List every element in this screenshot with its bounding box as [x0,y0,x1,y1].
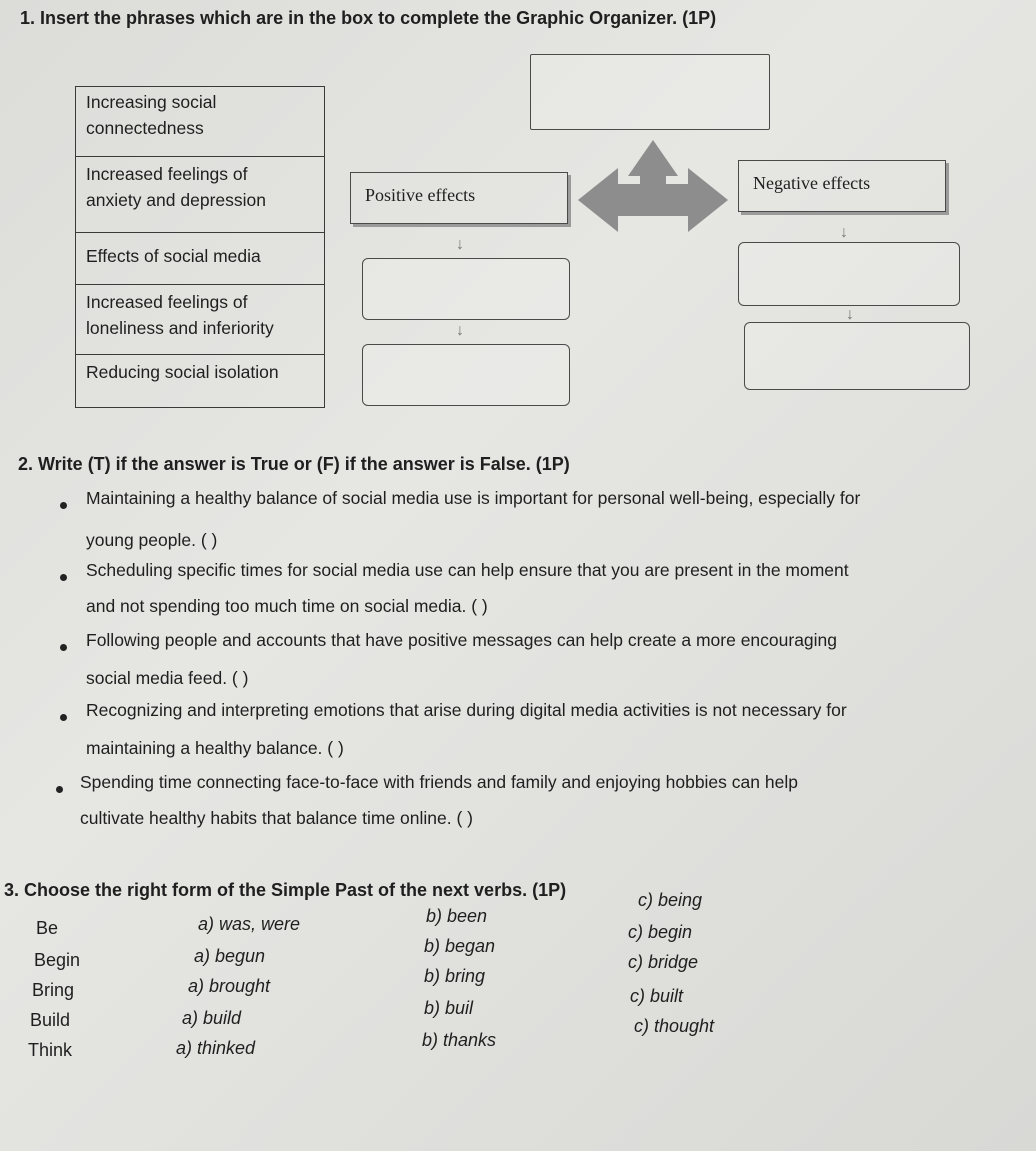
negative-effects-label: Negative effects [753,173,871,193]
phrase-4-line-1: Increased feelings of [86,292,248,312]
q2-item-4-line-2: maintaining a healthy balance. ( ) [86,738,344,758]
down-arrow-icon: ↓ [846,306,854,323]
phrase-5 [76,355,324,407]
phrase-2 [76,157,324,233]
option-b-begin[interactable]: b) began [424,936,496,956]
option-c-begin[interactable]: c) begin [628,922,693,942]
q2-item-5-line-2: cultivate healthy habits that balance time online. ( ) [80,808,473,828]
option-a-be[interactable]: a) was, were [198,914,301,934]
verb-bring: Bring [32,980,75,1000]
phrase-3 [76,233,324,285]
option-b-be[interactable]: b) been [426,906,488,926]
option-c-think[interactable]: c) thought [634,1016,715,1036]
down-arrow-icon: ↓ [840,224,848,241]
q2-title: 2. Write (T) if the answer is True or (F) if the answer is False. (1P) [18,454,570,474]
option-c-be[interactable]: c) being [638,890,703,910]
bullet [56,786,63,793]
q2-item-1-line-2: young people. ( ) [86,530,218,550]
q1-title: 1. Insert the phrases which are in the box to complete the Graphic Organizer. (1P) [20,8,717,28]
phrase-4 [76,285,324,355]
bullet [60,644,67,651]
option-a-build[interactable]: a) build [182,1008,242,1028]
phrase-2-line-1: Increased feelings of [86,164,248,184]
positive-effects-label: Positive effects [365,185,476,205]
positive-blank-1[interactable] [362,258,570,320]
bullet [60,714,67,721]
negative-blank-1[interactable] [738,242,960,306]
q2-item-1-line-1: Maintaining a healthy balance of social media use is important for personal well-being, especially for [86,488,861,508]
negative-blank-2[interactable] [744,322,970,390]
bullet [60,502,67,509]
option-b-think[interactable]: b) thanks [422,1030,497,1050]
phrase-1-line-1: Increasing social [86,92,217,112]
positive-blank-2[interactable] [362,344,570,406]
option-c-build[interactable]: c) built [630,986,684,1006]
phrase-5-line-1: Reducing social isolation [86,362,279,382]
option-b-bring[interactable]: b) bring [424,966,486,986]
verb-build: Build [30,1010,71,1030]
bullet [60,574,67,581]
phrase-1 [76,87,324,157]
q2-item-5-line-1: Spending time connecting face-to-face with friends and family and enjoying hobbies can help [80,772,798,792]
q2-item-3-line-1: Following people and accounts that have positive messages can help create a more encouraging [86,630,838,650]
phrase-box [75,86,325,408]
q3-title: 3. Choose the right form of the Simple Past of the next verbs. (1P) [4,880,567,900]
option-b-build[interactable]: b) buil [424,998,474,1018]
q2-item-3-line-2: social media feed. ( ) [86,668,249,688]
phrase-3-line-1: Effects of social media [86,246,261,266]
double-arrow-icon [578,140,728,232]
option-a-bring[interactable]: a) brought [188,976,271,996]
option-c-bring[interactable]: c) bridge [628,952,699,972]
option-a-begin[interactable]: a) begun [194,946,266,966]
down-arrow-icon: ↓ [456,322,464,339]
negative-effects-box [738,160,946,212]
down-arrow-icon: ↓ [456,236,464,253]
phrase-1-line-2: connectedness [86,118,204,138]
phrase-4-line-2: loneliness and inferiority [86,318,274,338]
verb-be: Be [36,918,59,938]
positive-effects-box [350,172,568,224]
phrase-2-line-2: anxiety and depression [86,190,266,210]
verb-think: Think [28,1040,73,1060]
option-a-think[interactable]: a) thinked [176,1038,256,1058]
center-blank-box[interactable] [530,54,770,130]
q2-item-2-line-1: Scheduling specific times for social media use can help ensure that you are present in the moment [86,560,849,580]
q2-item-2-line-2: and not spending too much time on social media. ( ) [86,596,488,616]
q2-item-4-line-1: Recognizing and interpreting emotions that arise during digital media activities is not necessary for [86,700,847,720]
verb-begin: Begin [34,950,81,970]
